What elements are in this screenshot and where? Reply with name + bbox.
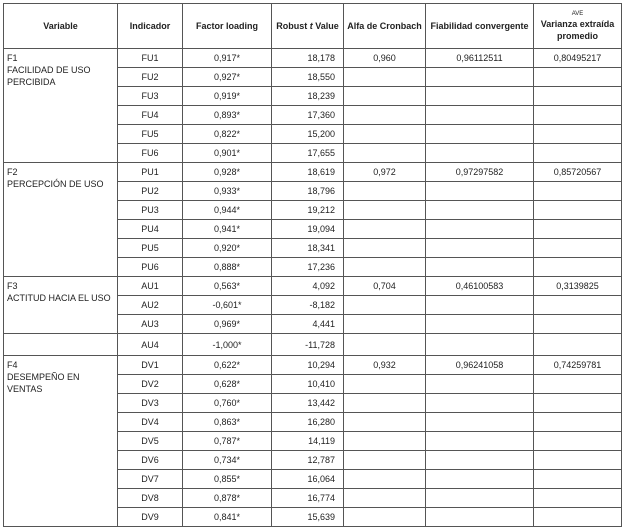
ave-cell-empty [534,432,622,451]
indicator-cell: DV3 [118,394,183,413]
ave-cell-empty [534,125,622,144]
robust-t-cell: -8,182 [272,296,344,315]
alfa-cell-empty [344,106,426,125]
alfa-cell-empty [344,451,426,470]
robust-t-cell: 4,441 [272,315,344,334]
indicator-cell: AU4 [118,334,183,356]
table-row [4,163,622,182]
fiabilidad-cell: 0,46100583 [426,277,534,296]
header-robust-t-suffix: Value [312,21,339,31]
indicator-cell: DV2 [118,375,183,394]
factor-loading-cell: 0,920* [183,239,272,258]
factor-loading-cell: -0,601* [183,296,272,315]
header-variable: Variable [4,4,118,49]
indicator-cell: FU6 [118,144,183,163]
indicator-cell: DV8 [118,489,183,508]
indicator-cell: DV9 [118,508,183,527]
robust-t-cell: 10,294 [272,356,344,375]
ave-cell-empty [534,258,622,277]
variable-code: F1 [7,53,18,63]
fiabilidad-cell-empty [426,182,534,201]
ave-cell-empty [534,220,622,239]
ave-cell-empty [534,239,622,258]
alfa-cell-empty [344,413,426,432]
robust-t-cell: 19,212 [272,201,344,220]
fiabilidad-cell-empty [426,106,534,125]
indicator-cell: DV4 [118,413,183,432]
robust-t-cell: 10,410 [272,375,344,394]
indicator-cell: DV5 [118,432,183,451]
alfa-cell-empty [344,470,426,489]
header-indicador: Indicador [118,4,183,49]
robust-t-cell: 18,796 [272,182,344,201]
factor-loading-cell: 0,855* [183,470,272,489]
factor-loading-cell: 0,822* [183,125,272,144]
alfa-cell-empty [344,239,426,258]
alfa-cell-empty [344,334,426,356]
alfa-cell-empty [344,125,426,144]
ave-cell-empty [534,489,622,508]
header-fiabilidad: Fiabilidad convergente [426,4,534,49]
indicator-cell: DV6 [118,451,183,470]
alfa-cell-empty [344,315,426,334]
alfa-cell-empty [344,144,426,163]
indicator-cell: DV7 [118,470,183,489]
robust-t-cell: 16,774 [272,489,344,508]
indicator-cell: PU3 [118,201,183,220]
factor-loading-cell: -1,000* [183,334,272,356]
fiabilidad-cell-empty [426,451,534,470]
factor-loading-cell: 0,628* [183,375,272,394]
indicator-cell: DV1 [118,356,183,375]
header-ave-label: Varianza extraída promedio [540,19,615,41]
fiabilidad-cell-empty [426,201,534,220]
ave-cell-empty [534,201,622,220]
variable-code: F4 [7,360,18,370]
ave-cell-empty [534,68,622,87]
factor-loading-cell: 0,919* [183,87,272,106]
alfa-cell-empty [344,182,426,201]
variable-cell-empty [4,334,118,356]
robust-t-cell: 17,655 [272,144,344,163]
header-robust-t-italic: t [309,21,313,31]
alfa-cell-empty [344,220,426,239]
header-ave-abbr: AVE [571,11,584,17]
robust-t-cell: 13,442 [272,394,344,413]
fiabilidad-cell-empty [426,239,534,258]
factor-loading-cell: 0,941* [183,220,272,239]
fiabilidad-cell-empty [426,394,534,413]
ave-cell: 0,74259781 [534,356,622,375]
alfa-cell-empty [344,375,426,394]
alfa-cell: 0,704 [344,277,426,296]
factor-loading-cell: 0,969* [183,315,272,334]
robust-t-cell: 18,341 [272,239,344,258]
ave-cell-empty [534,394,622,413]
indicator-cell: PU6 [118,258,183,277]
alfa-cell-empty [344,296,426,315]
factor-loading-cell: 0,888* [183,258,272,277]
ave-cell: 0,80495217 [534,49,622,68]
variable-name: FACILIDAD DE USO PERCIBIDA [7,65,91,87]
fiabilidad-cell-empty [426,296,534,315]
indicator-cell: AU3 [118,315,183,334]
fiabilidad-cell-empty [426,413,534,432]
ave-cell-empty [534,87,622,106]
ave-cell: 0,3139825 [534,277,622,296]
ave-cell-empty [534,334,622,356]
variable-name: ACTITUD HACIA EL USO [7,293,111,303]
fiabilidad-cell-empty [426,220,534,239]
ave-cell-empty [534,182,622,201]
ave-cell-empty [534,106,622,125]
fiabilidad-cell: 0,96112511 [426,49,534,68]
robust-t-cell: 14,119 [272,432,344,451]
robust-t-cell: 12,787 [272,451,344,470]
alfa-cell-empty [344,201,426,220]
ave-cell-empty [534,375,622,394]
indicator-cell: FU4 [118,106,183,125]
robust-t-cell: 17,236 [272,258,344,277]
factor-loading-cell: 0,863* [183,413,272,432]
alfa-cell: 0,960 [344,49,426,68]
ave-cell: 0,85720567 [534,163,622,182]
factor-loading-cell: 0,933* [183,182,272,201]
robust-t-cell: 19,094 [272,220,344,239]
alfa-cell-empty [344,432,426,451]
fiabilidad-cell-empty [426,68,534,87]
indicator-cell: PU5 [118,239,183,258]
table-row [4,356,622,375]
ave-cell-empty [534,470,622,489]
indicator-cell: FU2 [118,68,183,87]
fiabilidad-cell-empty [426,315,534,334]
header-factor-loading: Factor loading [183,4,272,49]
table-body [4,49,622,527]
alfa-cell: 0,972 [344,163,426,182]
ave-cell-empty [534,413,622,432]
alfa-cell: 0,932 [344,356,426,375]
alfa-cell-empty [344,68,426,87]
variable-code: F2 [7,167,18,177]
fiabilidad-cell-empty [426,125,534,144]
fiabilidad-cell-empty [426,470,534,489]
factor-loading-cell: 0,787* [183,432,272,451]
indicator-cell: FU1 [118,49,183,68]
ave-cell-empty [534,508,622,527]
factor-loading-cell: 0,841* [183,508,272,527]
alfa-cell-empty [344,508,426,527]
variable-cell [4,277,118,334]
robust-t-cell: 17,360 [272,106,344,125]
alfa-cell-empty [344,258,426,277]
variable-code: F3 [7,281,18,291]
measurement-model-table [3,3,622,527]
robust-t-cell: 18,239 [272,87,344,106]
fiabilidad-cell-empty [426,334,534,356]
factor-loading-cell: 0,878* [183,489,272,508]
robust-t-cell: 18,550 [272,68,344,87]
variable-cell [4,49,118,163]
header-ave [534,4,622,49]
factor-loading-cell: 0,917* [183,49,272,68]
variable-name: DESEMPEÑO EN VENTAS [7,372,80,394]
table-row [4,49,622,68]
fiabilidad-cell-empty [426,508,534,527]
header-row [4,4,622,49]
factor-loading-cell: 0,928* [183,163,272,182]
robust-t-cell: 18,619 [272,163,344,182]
fiabilidad-cell-empty [426,489,534,508]
robust-t-cell: 18,178 [272,49,344,68]
indicator-cell: FU3 [118,87,183,106]
fiabilidad-cell-empty [426,87,534,106]
factor-loading-cell: 0,563* [183,277,272,296]
robust-t-cell: 4,092 [272,277,344,296]
header-alfa: Alfa de Cronbach [344,4,426,49]
fiabilidad-cell-empty [426,258,534,277]
ave-cell-empty [534,315,622,334]
table-row [4,334,622,356]
indicator-cell: PU4 [118,220,183,239]
fiabilidad-cell: 0,97297582 [426,163,534,182]
factor-loading-cell: 0,734* [183,451,272,470]
robust-t-cell: 15,200 [272,125,344,144]
header-robust-t-prefix: Robust [276,21,310,31]
fiabilidad-cell-empty [426,144,534,163]
factor-loading-cell: 0,622* [183,356,272,375]
variable-name: PERCEPCIÓN DE USO [7,179,104,189]
alfa-cell-empty [344,394,426,413]
fiabilidad-cell-empty [426,375,534,394]
indicator-cell: PU1 [118,163,183,182]
ave-cell-empty [534,144,622,163]
robust-t-cell: 16,064 [272,470,344,489]
ave-cell-empty [534,296,622,315]
indicator-cell: PU2 [118,182,183,201]
factor-loading-cell: 0,944* [183,201,272,220]
robust-t-cell: 15,639 [272,508,344,527]
header-robust-t [272,4,344,49]
factor-loading-cell: 0,927* [183,68,272,87]
indicator-cell: AU1 [118,277,183,296]
factor-loading-cell: 0,901* [183,144,272,163]
indicator-cell: FU5 [118,125,183,144]
indicator-cell: AU2 [118,296,183,315]
variable-cell [4,356,118,527]
fiabilidad-cell: 0,96241058 [426,356,534,375]
robust-t-cell: 16,280 [272,413,344,432]
alfa-cell-empty [344,87,426,106]
factor-loading-cell: 0,893* [183,106,272,125]
ave-cell-empty [534,451,622,470]
fiabilidad-cell-empty [426,432,534,451]
table-row [4,277,622,296]
robust-t-cell: -11,728 [272,334,344,356]
alfa-cell-empty [344,489,426,508]
factor-loading-cell: 0,760* [183,394,272,413]
variable-cell [4,163,118,277]
